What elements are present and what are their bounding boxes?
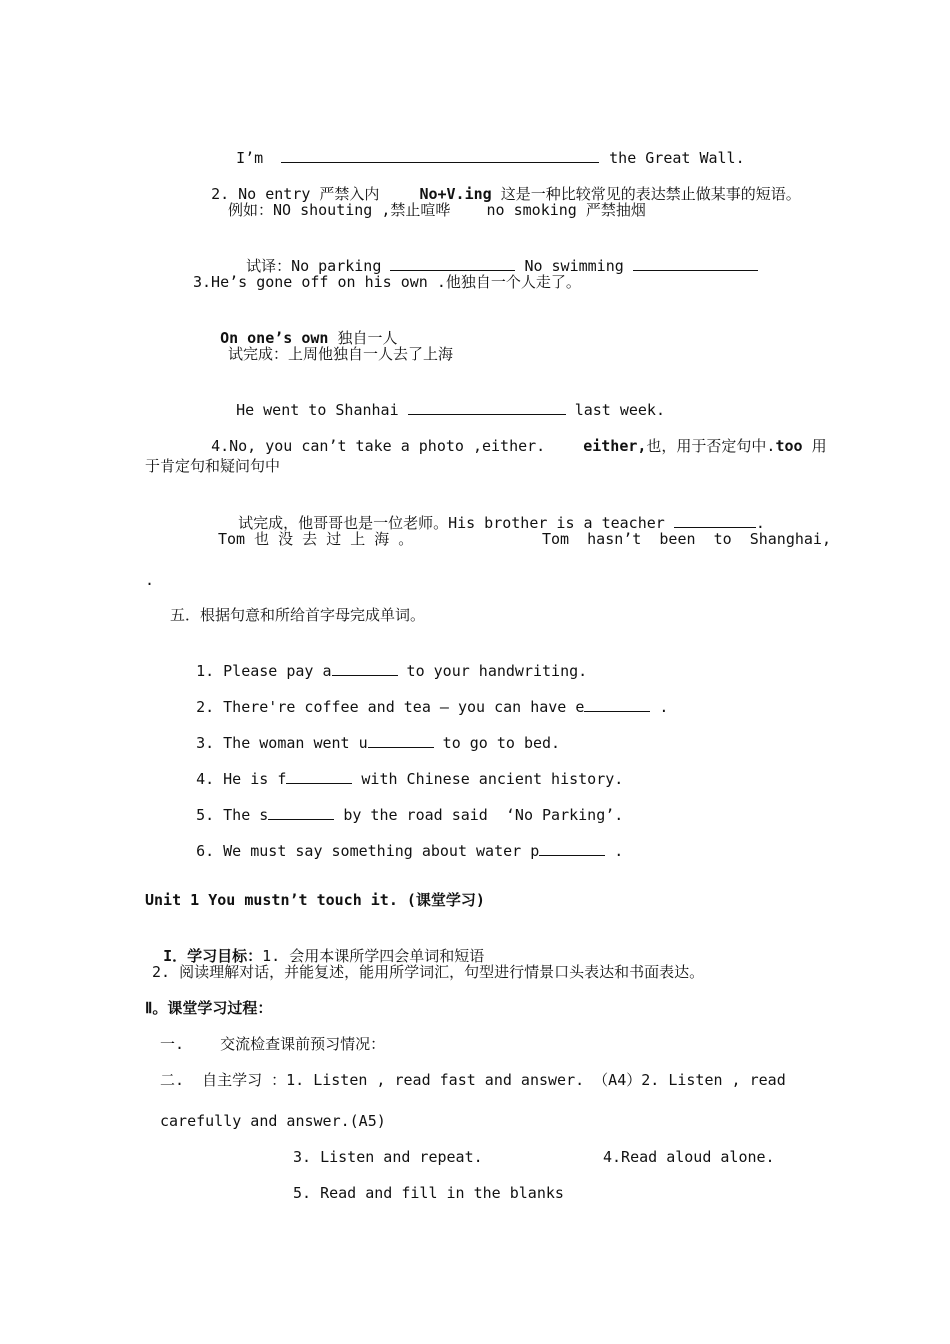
s4-try: 试完成，他哥哥也是一位老师。His brother is a teacher — [238, 514, 665, 532]
item-number: 1. — [196, 662, 215, 680]
s3-bold: On one’s own — [220, 329, 329, 347]
item-text: by the road said ‘No Parking’. — [334, 806, 624, 824]
answer-blank[interactable] — [368, 733, 434, 748]
list-item — [178, 785, 623, 825]
s4-dot: . — [145, 571, 155, 589]
s4-bold-either: either, — [583, 437, 647, 455]
item-number: 3. — [196, 734, 215, 752]
s3-phrase-line — [202, 308, 397, 348]
s4-tom-cn: Tom 也 没 去 过 上 海 。 — [218, 530, 414, 548]
goals-label: I．学习目标： — [163, 947, 263, 965]
s3-meaning: 独自一人 — [337, 329, 398, 347]
answer-blank[interactable] — [332, 661, 398, 676]
item-number: 4. — [196, 770, 215, 788]
s2-try-line — [228, 236, 758, 276]
step-3: 3. Listen and repeat. — [293, 1148, 483, 1166]
s3-sent-suffix: last week. — [574, 401, 665, 419]
item-text: to your handwriting. — [397, 662, 588, 680]
item-number: 5. — [196, 806, 215, 824]
s2-line — [193, 164, 801, 204]
list-item — [178, 641, 587, 681]
s1-line — [218, 128, 745, 168]
answer-blank[interactable] — [584, 697, 650, 712]
list-item — [178, 677, 668, 717]
item-number: 6. — [196, 842, 215, 860]
item-text: There're coffee and tea — you can have e — [223, 698, 585, 716]
answer-blank[interactable] — [674, 513, 756, 528]
unit-title: Unit 1 You mustn’t touch it. (课堂学习) — [145, 891, 485, 909]
answer-blank[interactable] — [633, 256, 758, 271]
step-5: 5. Read and fill in the blanks — [293, 1184, 564, 1202]
answer-blank[interactable] — [281, 148, 599, 163]
step-2a: 二. 自主学习 ：1. Listen , read fast and answer. （A4）2. Listen , read — [160, 1071, 786, 1089]
item-text: . — [650, 698, 669, 716]
item-text: The woman went u — [223, 734, 368, 752]
s2-text: No entry 严禁入内 — [238, 185, 380, 203]
s1-suffix: the Great Wall. — [609, 149, 745, 167]
item-text: The s — [223, 806, 269, 824]
item-number: 2. — [211, 185, 230, 203]
list-item — [178, 749, 623, 789]
s4-tom-en: Tom hasn’t been to Shanghai, — [542, 530, 831, 548]
step-1: 一. 交流检查课前预习情况： — [160, 1035, 386, 1053]
answer-blank[interactable] — [408, 400, 566, 415]
s4-mid: 也，用于否定句中. — [646, 437, 776, 455]
item-text: Please pay a — [223, 662, 332, 680]
answer-blank[interactable] — [268, 805, 334, 820]
answer-blank[interactable] — [539, 841, 605, 856]
s4-tail: 用 — [811, 437, 827, 455]
item-text: with Chinese ancient history. — [352, 770, 624, 788]
goals-item: 2. 阅读理解对话，并能复述，能用所学词汇，句型进行情景口头表达和书面表达。 — [152, 963, 705, 981]
s4-try-end: . — [755, 514, 765, 532]
answer-blank[interactable] — [390, 256, 515, 271]
section5-heading: 五．根据句意和所给首字母完成单词。 — [170, 606, 426, 624]
s1-prefix: I’m — [236, 149, 264, 167]
list-item — [178, 713, 560, 753]
s2-example: 例如：NO shouting ,禁止喧哗 no smoking 严禁抽烟 — [228, 201, 646, 219]
step-2b: carefully and answer.(A5) — [160, 1112, 386, 1130]
goals-line — [145, 926, 484, 966]
s2-try-mid: No swimming — [524, 257, 624, 275]
s4-text: 4.No, you can’t take a photo ,either. — [211, 437, 546, 455]
list-item — [178, 821, 623, 861]
s2-note: 这是一种比较常见的表达禁止做某事的短语。 — [500, 185, 801, 203]
step-4: 4.Read aloud alone. — [603, 1148, 775, 1166]
s2-bold: No+V.ing — [419, 185, 492, 203]
item-text: to go to bed. — [433, 734, 561, 752]
item-text: He is f — [223, 770, 287, 788]
s2-try-label: 试译：No parking — [246, 257, 382, 275]
s3-try: 试完成：上周他独自一人去了上海 — [228, 345, 454, 363]
answer-blank[interactable] — [286, 769, 352, 784]
item-text: We must say something about water p — [223, 842, 540, 860]
s3-sentence — [218, 380, 665, 420]
s3-text: 3.He’s gone off on his own .他独自一个人走了。 — [193, 273, 581, 291]
goals-item: 1. 会用本课所学四会单词和短语 — [262, 947, 485, 965]
item-text: . — [605, 842, 624, 860]
s4-wrap: 于肯定句和疑问句中 — [145, 457, 281, 475]
s4-bold-too: too — [775, 437, 803, 455]
s4-line — [193, 416, 827, 456]
process-label: Ⅱ。课堂学习过程： — [145, 999, 273, 1017]
item-number: 2. — [196, 698, 215, 716]
s3-sent-prefix: He went to Shanhai — [236, 401, 399, 419]
s4-try-line — [220, 493, 765, 533]
